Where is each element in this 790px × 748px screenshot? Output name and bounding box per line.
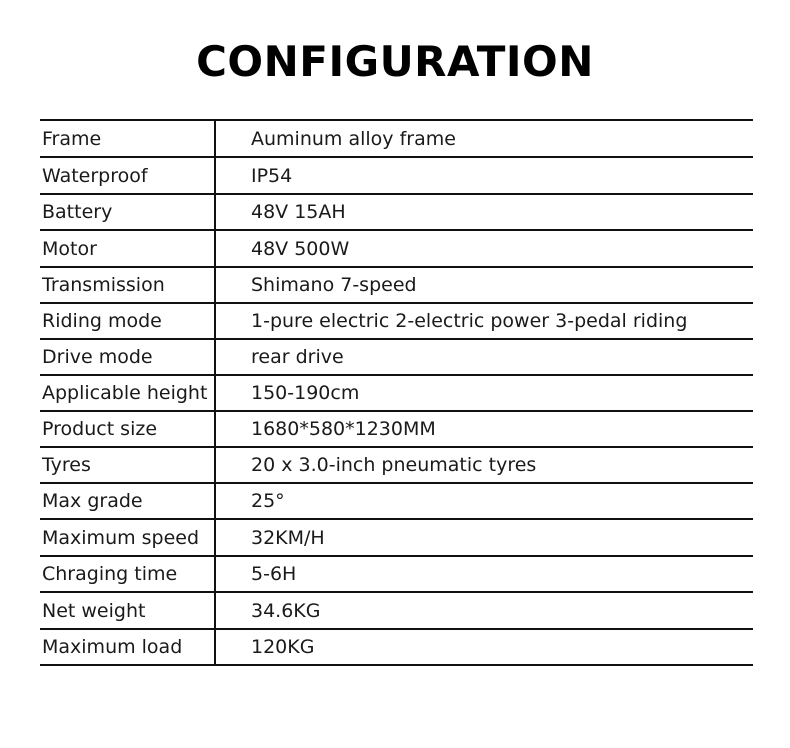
table-row — [40, 231, 753, 268]
spec-label: Waterproof — [40, 158, 216, 193]
spec-value: 48V 15AH — [251, 201, 346, 223]
table-row — [40, 268, 753, 304]
spec-value: 150-190cm — [251, 382, 360, 404]
spec-value: 120KG — [251, 636, 315, 658]
spec-label: Tyres — [40, 448, 216, 482]
spec-label: Drive mode — [40, 340, 216, 374]
spec-label: Chraging time — [40, 557, 216, 591]
spec-label: Maximum speed — [40, 520, 216, 555]
table-row — [40, 630, 753, 666]
spec-value: 20 x 3.0-inch pneumatic tyres — [251, 454, 537, 476]
spec-table — [40, 119, 753, 666]
spec-label: Battery — [40, 195, 216, 229]
spec-value: rear drive — [251, 346, 344, 368]
spec-value: 32KM/H — [251, 526, 325, 549]
spec-label: Riding mode — [40, 304, 216, 338]
table-row — [40, 593, 753, 630]
spec-value: Shimano 7-speed — [251, 274, 417, 296]
spec-label: Product size — [40, 412, 216, 446]
spec-value: 48V 500W — [251, 237, 350, 260]
table-row — [40, 448, 753, 484]
spec-value: 25° — [251, 490, 285, 512]
table-row — [40, 376, 753, 412]
spec-value: IP54 — [251, 164, 293, 187]
table-row — [40, 484, 753, 520]
spec-value: 1-pure electric 2-electric power 3-pedal riding — [251, 310, 688, 332]
spec-label: Max grade — [40, 484, 216, 518]
spec-label: Maximum load — [40, 630, 216, 664]
spec-label: Motor — [40, 231, 216, 266]
spec-label: Applicable height — [40, 376, 216, 410]
page-title: CONFIGURATION — [196, 37, 594, 86]
table-row — [40, 557, 753, 593]
table-row — [40, 412, 753, 448]
table-row — [40, 340, 753, 376]
spec-label: Net weight — [40, 593, 216, 628]
spec-label: Transmission — [40, 268, 216, 302]
spec-value: 5-6H — [251, 563, 297, 585]
spec-value: 1680*580*1230MM — [251, 418, 436, 440]
table-row — [40, 304, 753, 340]
table-row — [40, 121, 753, 158]
table-row — [40, 158, 753, 195]
spec-value: Auminum alloy frame — [251, 127, 456, 150]
table-row — [40, 520, 753, 557]
spec-label: Frame — [40, 121, 216, 156]
table-row — [40, 195, 753, 231]
spec-value: 34.6KG — [251, 599, 321, 622]
